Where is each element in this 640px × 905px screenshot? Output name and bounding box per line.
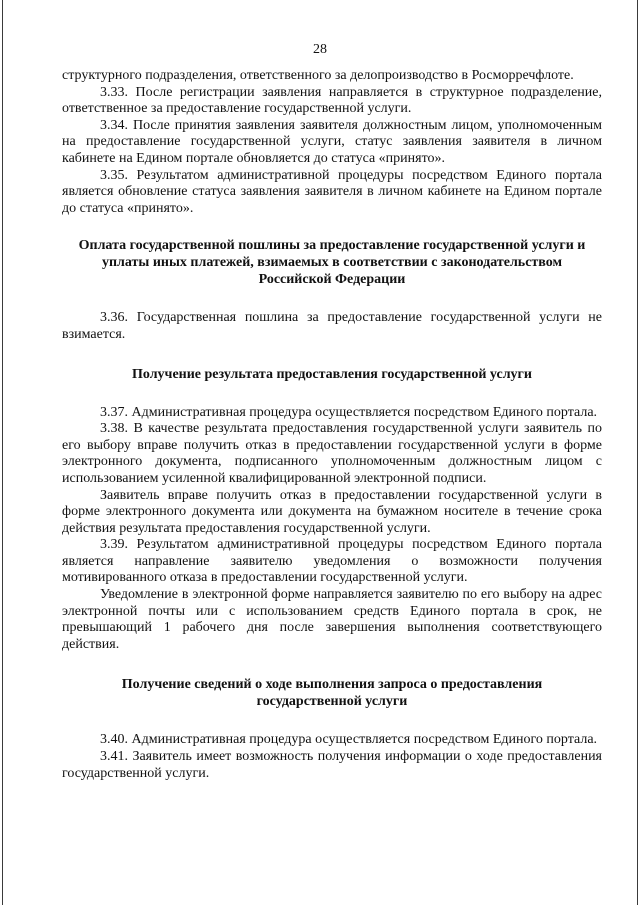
section-heading-obtaining-result: Получение результата предоставления государственной услуги — [132, 366, 532, 382]
paragraph-3-38-continued: Заявитель вправе получить отказ в предоставлении государственной услуги в форме электронного документа или документа на бумажном носителе в течение срока действия результата предоставления государственной услуги. — [62, 487, 602, 536]
document-body — [62, 68, 602, 782]
paragraph-3-39-continued: Уведомление в электронной форме направляется заявителю по его выбору на адрес электронной почты или с использованием средств Единого портала в срок, не превышающий 1 рабочего дня после завершения выполнения соответствующего действия. — [62, 587, 602, 652]
page-number: 28 — [313, 42, 327, 57]
paragraph-3-35: 3.35. Результатом административной процедуры посредством Единого портала является обновление статуса заявления заявителя в личном кабинете на Едином портале до статуса «принято». — [62, 167, 602, 216]
paragraph-3-33: 3.33. После регистрации заявления направляется в структурное подразделение, ответственное за предоставление государственной услуги. — [62, 84, 602, 117]
paragraph-3-38: 3.38. В качестве результата предоставления государственной услуги заявитель по его выбору вправе получить отказ в предоставлении государственной услуги в форме электронного документа, подписанного уполномоченным должностным лицом с использованием усиленной квалифицированной электронной подписи. — [62, 421, 602, 486]
scan-left-edge — [2, 0, 3, 905]
paragraph-3-40: 3.40. Административная процедура осуществляется посредством Единого портала. — [100, 732, 598, 748]
section-heading-request-progress: Получение сведений о ходе выполнения запроса о предоставления государственной услуги — [121, 677, 543, 710]
section-heading-state-fee: Оплата государственной пошлины за предоставление государственной услуги и уплаты иных платежей, взимаемых в соответствии с законодательством Российской Федерации — [78, 238, 586, 288]
paragraph-3-34: 3.34. После принятия заявления заявителя должностным лицом, уполномоченным на предоставление государственной услуги, статус заявления заявителя в личном кабинете на Едином портале обновляется до статуса «принято». — [62, 117, 602, 166]
paragraph-3-41: 3.41. Заявитель имеет возможность получения информации о ходе предоставления государственной услуги. — [62, 749, 602, 781]
scan-right-edge — [637, 0, 638, 905]
paragraph-3-39: 3.39. Результатом административной процедуры посредством Единого портала является направление заявителю уведомления о возможности получения мотивированного отказа в предоставлении государственной услуги. — [62, 537, 602, 586]
paragraph-continuation: структурного подразделения, ответственного за делопроизводство в Росморречфлоте. — [62, 68, 574, 83]
paragraph-3-37: 3.37. Административная процедура осуществляется посредством Единого портала. — [100, 404, 598, 420]
paragraph-3-36: 3.36. Государственная пошлина за предоставление государственной услуги не взимается. — [62, 310, 602, 342]
